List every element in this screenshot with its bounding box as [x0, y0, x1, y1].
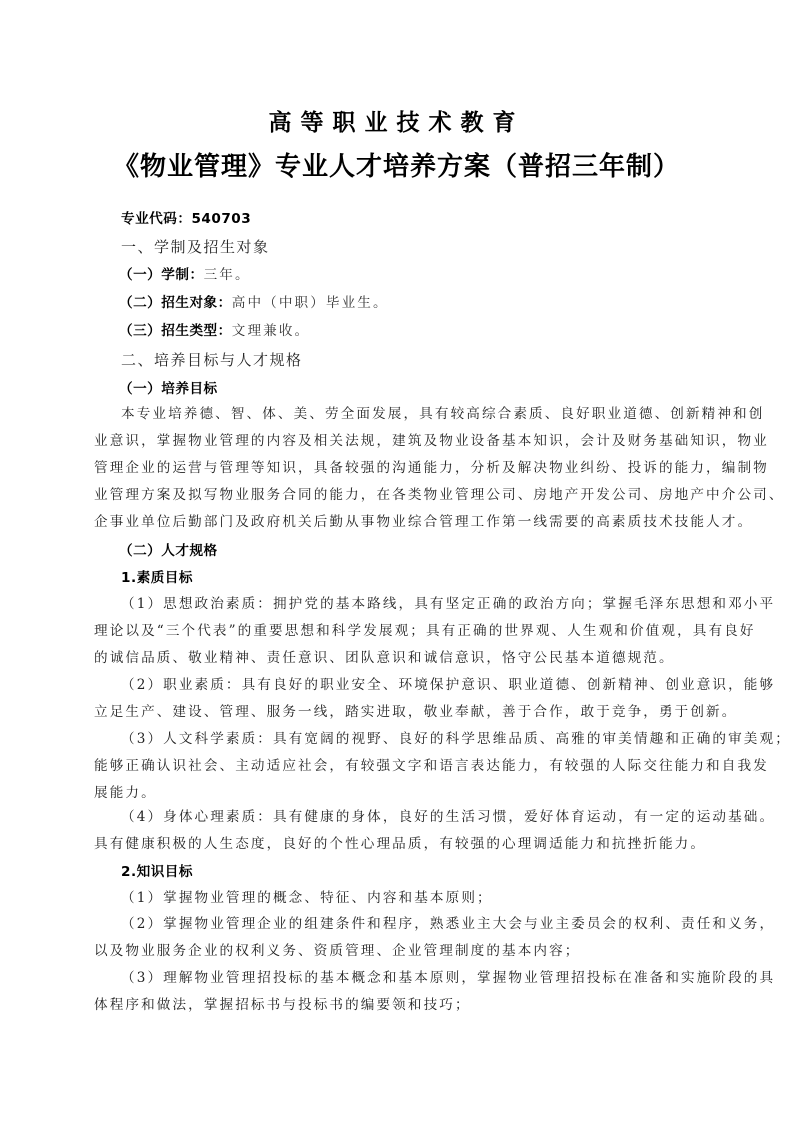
paragraph-line: （2）职业素质：具有良好的职业安全、环境保护意识、职业道德、创新精神、创业意识，能够	[121, 677, 776, 693]
paragraph-line: （3）理解物业管理招投标的基本概念和基本原则，掌握物业管理招投标在准备和实施阶段的具	[121, 970, 776, 986]
paragraph-line: 业管理方案及拟写物业服务合同的能力，在各类物业管理公司、房地产开发公司、房地产中介公司、	[94, 487, 785, 503]
paragraph-line: 立足生产、建设、管理、服务一线，踏实进取，敬业奉献，善于合作，敢于竞争，勇于创新。	[94, 704, 738, 720]
paragraph-line: 管理企业的运营与管理等知识，具备较强的沟通能力，分析及解决物业纠纷、投诉的能力，编制物	[94, 460, 769, 476]
paragraph-line: 理论以及“三个代表”的重要思想和科学发展观；具有正确的世界观、人生观和价值观，具有良好	[94, 623, 756, 639]
item-value: 文理兼收。	[231, 323, 311, 339]
item-label: （三）招生类型：	[119, 323, 232, 339]
paragraph-line: 体程序和做法，掌握招标书与投标书的编要领和技巧；	[94, 997, 471, 1013]
item-value: 高中（中职）毕业生。	[231, 295, 389, 311]
paragraph-line: （3）人文科学素质：具有宽阔的视野、良好的科学思维品质、高雅的审美情趣和正确的审美观；	[121, 731, 791, 747]
paragraph-line: 以及物业服务企业的权利义务、资质管理、企业管理制度的基本内容；	[94, 943, 581, 959]
section-heading-1: 一、学制及招生对象	[121, 238, 270, 256]
paragraph-line: 本专业培养德、智、体、美、劳全面发展，具有较高综合素质、良好职业道德、创新精神和创	[121, 406, 765, 422]
major-code: 专业代码：540703	[121, 211, 252, 227]
enrollment-item-duration	[119, 265, 699, 285]
item-value: 三年。	[203, 267, 251, 283]
document-title-line1: 高等职业技术教育	[268, 110, 525, 136]
paragraph-line: （4）身体心理素质：具有健康的身体，良好的生活习惯，爱好体育运动，有一定的运动基础。	[121, 809, 776, 825]
enrollment-item-type	[119, 321, 699, 341]
paragraph-line: （1）掌握物业管理的概念、特征、内容和基本原则；	[121, 890, 493, 906]
section-heading-2: 二、培养目标与人才规格	[121, 351, 303, 369]
subheading-quality-goals: 1.素质目标	[121, 570, 193, 586]
paragraph-line: 具有健康积极的人生态度，良好的个性心理品质，有较强的心理调适能力和抗挫折能力。	[94, 836, 707, 852]
subsection-heading-talent-spec: （二）人才规格	[119, 543, 218, 559]
subheading-knowledge-goals: 2.知识目标	[121, 864, 193, 880]
paragraph-line: 业意识，掌握物业管理的内容及相关法规，建筑及物业设备基本知识，会计及财务基础知识，物业	[94, 433, 769, 449]
subsection-heading-training-goal: （一）培养目标	[119, 381, 218, 397]
enrollment-item-target	[119, 293, 699, 313]
document-title-line2: 《物业管理》专业人才培养方案（普招三年制）	[112, 152, 680, 182]
paragraph-line: 企事业单位后勤部门及政府机关后勤从事物业综合管理工作第一线需要的高素质技术技能人才。	[94, 514, 754, 530]
paragraph-line: （1）思想政治素质：拥护党的基本路线，具有坚定正确的政治方向；掌握毛泽东思想和邓小平	[121, 596, 776, 612]
item-label: （二）招生对象：	[119, 295, 232, 311]
paragraph-line: 能够正确认识社会、主动适应社会，有较强文字和语言表达能力，有较强的人际交往能力和自我发	[94, 758, 769, 774]
paragraph-line: （2）掌握物业管理企业的组建条件和程序，熟悉业主大会与业主委员会的权利、责任和义务，	[121, 916, 776, 932]
item-label: （一）学制：	[119, 267, 204, 283]
paragraph-line: 展能力。	[94, 785, 157, 801]
paragraph-line: 的诚信品质、敬业精神、责任意识、团队意识和诚信意识，恪守公民基本道德规范。	[94, 650, 675, 666]
